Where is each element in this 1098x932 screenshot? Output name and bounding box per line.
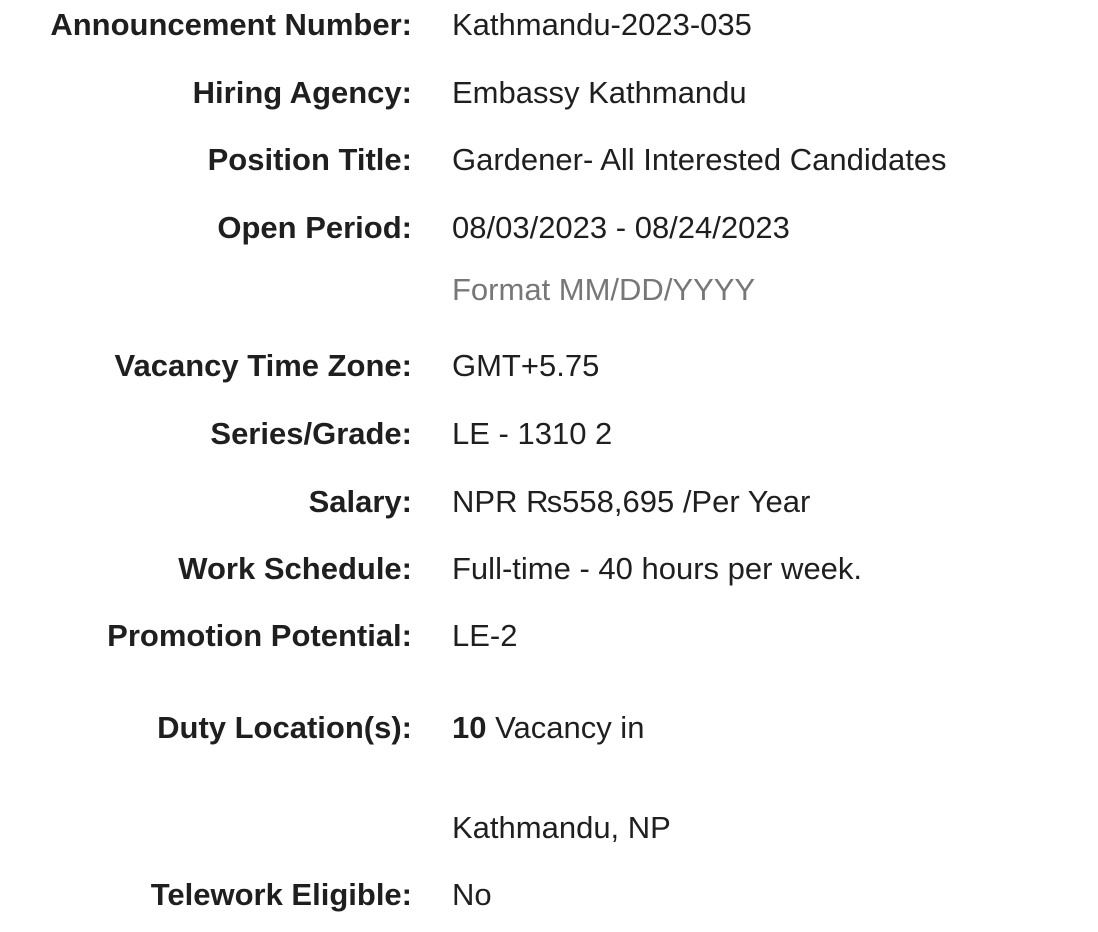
work-schedule-label: Work Schedule: <box>178 551 412 586</box>
vacancy-text: Vacancy in <box>486 710 645 745</box>
hiring-agency-row <box>0 71 1098 115</box>
duty-location-city: Kathmandu, NP <box>452 810 671 845</box>
open-period-format-row <box>0 268 1098 312</box>
date-format-note: Format MM/DD/YYYY <box>452 272 756 307</box>
telework-eligible-row <box>0 873 1098 917</box>
position-title-row <box>0 138 1098 182</box>
duty-locations-row <box>0 706 1098 750</box>
telework-eligible-value: No <box>452 877 492 912</box>
work-schedule-value: Full-time - 40 hours per week. <box>452 551 863 586</box>
series-grade-label: Series/Grade: <box>210 416 412 451</box>
duty-location-city-row <box>0 806 1098 850</box>
salary-value: NPR ₨558,695 /Per Year <box>452 484 811 519</box>
promotion-potential-label: Promotion Potential: <box>107 618 412 653</box>
promotion-potential-row <box>0 614 1098 658</box>
promotion-potential-value: LE-2 <box>452 618 518 653</box>
vacancy-count: 10 <box>452 710 487 745</box>
vacancy-time-zone-label: Vacancy Time Zone: <box>114 348 412 383</box>
telework-eligible-label: Telework Eligible: <box>150 877 412 912</box>
duty-locations-label: Duty Location(s): <box>157 710 412 745</box>
series-grade-row <box>0 412 1098 456</box>
work-schedule-row <box>0 547 1098 591</box>
duty-locations-vacancy <box>452 706 644 750</box>
vacancy-time-zone-value: GMT+5.75 <box>452 348 600 383</box>
salary-row <box>0 480 1098 524</box>
hiring-agency-label: Hiring Agency: <box>192 75 412 110</box>
series-grade-value: LE - 1310 2 <box>452 416 613 451</box>
position-title-value: Gardener- All Interested Candidates <box>452 142 947 177</box>
hiring-agency-value: Embassy Kathmandu <box>452 75 747 110</box>
open-period-row <box>0 206 1098 250</box>
vacancy-time-zone-row <box>0 344 1098 388</box>
announcement-number-value: Kathmandu-2023-035 <box>452 7 752 42</box>
announcement-number-row <box>0 3 1098 47</box>
position-title-label: Position Title: <box>207 142 412 177</box>
announcement-number-label: Announcement Number: <box>50 7 412 42</box>
open-period-label: Open Period: <box>217 210 412 245</box>
salary-label: Salary: <box>308 484 412 519</box>
open-period-value: 08/03/2023 - 08/24/2023 <box>452 210 790 245</box>
